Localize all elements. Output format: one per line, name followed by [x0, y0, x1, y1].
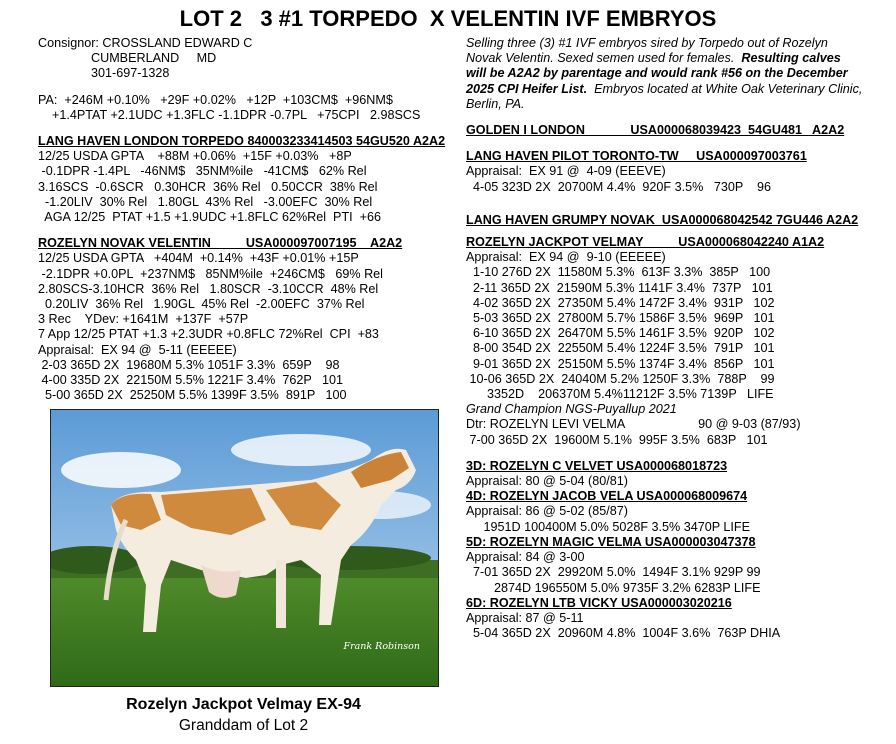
fifth-dam-header: 5D: ROZELYN MAGIC VELMA USA000003047378: [466, 534, 756, 549]
left-column: [38, 36, 458, 403]
consignor-name: Consignor: CROSSLAND EDWARD C: [38, 36, 253, 50]
photo-caption-name: Rozelyn Jackpot Velmay EX-94: [126, 696, 361, 713]
granddam-record: 4-02 365D 2X 27350M 5.4% 1472F 3.4% 931P 102: [466, 295, 775, 310]
dam-line: 7 App 12/25 PTAT +1.3 +2.3UDR +0.8FLC 72%Rel CPI +83: [38, 327, 379, 342]
granddam-header: ROZELYN JACKPOT VELMAY USA000068042240 A1A2: [466, 235, 825, 250]
dam-header: ROZELYN NOVAK VELENTIN USA000097007195 A2A2: [38, 236, 403, 251]
granddam-record: 8-00 354D 2X 22550M 5.4% 1224F 3.5% 791P 101: [466, 341, 775, 356]
dam-line: 0.20LIV 36% Rel 1.90GL 45% Rel -2.00EFC 37% Rel: [38, 297, 365, 312]
dam-line: 3 Rec YDev: +1641M +137F +57P: [38, 312, 249, 327]
sire-dam-record: 4-05 323D 2X 20700M 4.4% 920F 3.5% 730P 96: [466, 179, 772, 194]
dam-line: -2.1DPR +0.0PL +237NM$ 85NM%ile +246CM$ 69% Rel: [38, 266, 383, 281]
dam-record: 2-03 365D 2X 19680M 5.3% 1051F 3.3% 659P 98: [38, 357, 340, 372]
sire-line: -0.1DPR -1.4PL -46NM$ 35NM%ile -41CM$ 62% Rel: [38, 164, 367, 179]
sire-line: AGA 12/25 PTAT +1.5 +1.9UDC +1.8FLC 62%Rel PTI +66: [38, 210, 382, 225]
fourth-dam-record: 1951D 100400M 5.0% 5028F 3.5% 3470P LIFE: [466, 519, 751, 534]
intro-bold: Resulting calves: [741, 51, 845, 66]
sire-line: 3.16SCS -0.6SCR 0.30HCR 36% Rel 0.50CCR 38% Rel: [38, 179, 378, 194]
granddam-dtr: Dtr: ROZELYN LEVI VELMA 90 @ 9-03 (87/93): [466, 417, 801, 432]
sire-header: LANG HAVEN LONDON TORPEDO 840003233414503 54GU520 A2A2: [38, 134, 446, 149]
fourth-dam-header: 4D: ROZELYN JACOB VELA USA000068009674: [466, 489, 748, 504]
dam-line: 2.80SCS-3.10HCR 36% Rel 1.80SCR -3.10CCR 48% Rel: [38, 281, 379, 296]
sixth-dam-appraisal: Appraisal: 87 @ 5-11: [466, 610, 584, 625]
dam-appraisal: Appraisal: EX 94 @ 5-11 (EEEEE): [38, 342, 237, 357]
granddam-record: 2-11 365D 2X 21590M 5.3% 1141F 3.4% 737P 101: [466, 280, 773, 295]
sire-line: 12/25 USDA GPTA +88M +0.06% +15F +0.03% +8P: [38, 149, 352, 164]
granddam-honor: Grand Champion NGS-Puyallup 2021: [466, 402, 677, 417]
lot-title: LOT 2 3 #1 TORPEDO X VELENTIN IVF EMBRYOS: [179, 6, 717, 31]
granddam-record: 9-01 365D 2X 25150M 5.5% 1374F 3.4% 856P 101: [466, 356, 775, 371]
photo-credit: Frank Robinson: [343, 641, 420, 652]
sire-line: -1.20LIV 30% Rel 1.80GL 43% Rel -3.00EFC 30% Rel: [38, 194, 373, 209]
sire-dam-appraisal: Appraisal: EX 91 @ 4-09 (EEEVE): [466, 164, 666, 179]
dam-record: 4-00 335D 2X 22150M 5.5% 1221F 3.4% 762P 101: [38, 373, 344, 388]
granddam-lifetime: 3352D 206370M 5.4%11212F 3.5% 7139P LIFE: [466, 387, 774, 402]
consignor-phone: 301-697-1328: [91, 66, 170, 81]
pa-line-1: PA: +246M +0.10% +29F +0.02% +12P +103CM$ +96NM$: [38, 92, 393, 107]
granddam-appraisal: Appraisal: EX 94 @ 9-10 (EEEEE): [466, 250, 666, 265]
third-dam-appraisal: Appraisal: 80 @ 5-04 (80/81): [466, 474, 628, 489]
consignor-location: CUMBERLAND MD: [91, 51, 217, 66]
intro-bold: will be A2A2 by parentage and would rank #56 on the December: [466, 66, 848, 81]
sixth-dam-record: 5-04 365D 2X 20960M 4.8% 1004F 3.6% 763P DHIA: [466, 626, 781, 641]
granddam-record: 6-10 365D 2X 26470M 5.5% 1461F 3.5% 920P 102: [466, 326, 775, 341]
intro-tail: Berlin, PA.: [466, 96, 525, 111]
intro-bold: 2025 CPI Heifer List.: [466, 81, 591, 96]
intro-tail: Embryos located at White Oak Veterinary Clinic,: [594, 81, 866, 96]
sire-dam-sire-header: LANG HAVEN PILOT TORONTO-TW USA000097003761: [466, 149, 807, 164]
granddam-record: 1-10 276D 2X 11580M 5.3% 613F 3.3% 385P 100: [466, 265, 771, 280]
right-column: [466, 36, 886, 641]
granddam-dtr-record: 7-00 365D 2X 19600M 5.1% 995F 3.5% 683P 101: [466, 432, 768, 447]
dam-sire-header: LANG HAVEN GRUMPY NOVAK USA000068042542 7GU446 A2A2: [466, 212, 859, 227]
granddam-record: 10-06 365D 2X 24040M 5.2% 1250F 3.3% 788P 99: [466, 371, 775, 386]
pa-line-2: +1.4PTAT +2.1UDC +1.3FLC -1.1DPR -0.7PL +75CPI 2.98SCS: [52, 107, 421, 122]
intro-line: Selling three (3) #1 IVF embryos sired by Torpedo out of Rozelyn: [466, 36, 828, 50]
sixth-dam-header: 6D: ROZELYN LTB VICKY USA000003020216: [466, 595, 732, 610]
fifth-dam-record: 2874D 196550M 5.0% 9735F 3.2% 6283P LIFE: [466, 580, 761, 595]
granddam-record: 5-03 365D 2X 27800M 5.7% 1586F 3.5% 969P 101: [466, 311, 775, 326]
fourth-dam-appraisal: Appraisal: 86 @ 5-02 (85/87): [466, 504, 628, 519]
intro-line: Novak Velentin. Sexed semen used for females.: [466, 51, 738, 66]
photo-caption-sub: Granddam of Lot 2: [178, 717, 309, 734]
third-dam-header: 3D: ROZELYN C VELVET USA000068018723: [466, 458, 728, 473]
sire-sire-header: GOLDEN I LONDON USA000068039423 54GU481 A2A2: [466, 123, 845, 138]
dam-record: 5-00 365D 2X 25250M 5.5% 1399F 3.5% 891P 100: [38, 388, 347, 403]
dam-line: 12/25 USDA GPTA +404M +0.14% +43F +0.01% +15P: [38, 251, 359, 266]
fifth-dam-record: 7-01 365D 2X 29920M 5.0% 1494F 3.1% 929P 99: [466, 565, 761, 580]
fifth-dam-appraisal: Appraisal: 84 @ 3-00: [466, 550, 585, 565]
cow-photo: [50, 409, 439, 687]
